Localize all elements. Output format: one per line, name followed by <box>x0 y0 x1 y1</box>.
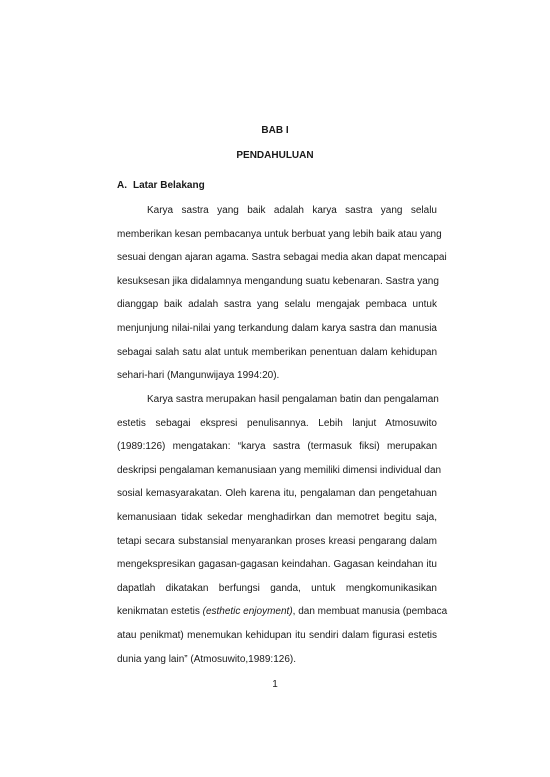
paragraph-line: Karya sastra yang baik adalah karya sastra yang selalu <box>147 205 437 216</box>
paragraph-line: kemanusiaan tidak sekedar menghadirkan dan memotret begitu saja, <box>117 511 437 523</box>
paragraph-line: dapatlah dikatakan berfungsi ganda, untuk mengkomunikasikan <box>117 582 437 594</box>
paragraph-1 <box>117 199 447 388</box>
section-title: Latar Belakang <box>133 180 205 191</box>
page-number: 1 <box>272 679 278 690</box>
paragraph-line: mengekspresikan gagasan-gagasan keindahan. Gagasan keindahan itu <box>117 559 437 571</box>
paragraph-line: sesuai dengan ajaran agama. Sastra sebagai media akan dapat mencapai <box>117 252 447 264</box>
chapter-title: PENDAHULUAN <box>236 150 314 161</box>
paragraph-line: dunia yang lain” (Atmosuwito,1989:126). <box>117 653 296 665</box>
paragraph-line: sebagai salah satu alat untuk memberikan penentuan dalam kehidupan <box>117 346 437 358</box>
paragraph-line: deskripsi pengalaman kemanusiaan yang memiliki dimensi individual dan <box>117 464 442 476</box>
paragraph-line: (1989:126) mengatakan: “karya sastra (termasuk fiksi) merupakan <box>117 441 437 453</box>
line-text: kenikmatan estetis <box>117 606 203 618</box>
paragraph-line: tetapi secara substansial menyarankan proses kreasi pengarang dalam <box>117 535 437 547</box>
paragraph-line: Karya sastra merupakan hasil pengalaman batin dan pengalaman <box>147 394 439 405</box>
italic-term: (esthetic enjoyment) <box>202 606 293 618</box>
paragraph-line: atau penikmat) menemukan kehidupan itu sendiri dalam figurasi estetis <box>117 629 437 641</box>
paragraph-line: estetis sebagai ekspresi penulisannya. Lebih lanjut Atmosuwito <box>117 417 437 429</box>
paragraph-line: dianggap baik adalah sastra yang selalu mengajak pembaca untuk <box>117 299 437 311</box>
paragraph-2 <box>117 388 448 671</box>
paragraph-line: memberikan kesan pembacanya untuk berbuat yang lebih baik atau yang <box>117 228 442 240</box>
section-heading <box>117 180 205 192</box>
chapter-heading: BAB I <box>261 125 289 136</box>
paragraph-line-with-italic <box>117 600 448 624</box>
line-text: , dan membuat manusia (pembaca <box>292 606 448 618</box>
paragraph-line: sehari-hari (Mangunwijaya 1994:20). <box>117 370 280 382</box>
paragraph-line: sosial kemasyarakatan. Oleh karena itu, pengalaman dan pengetahuan <box>117 488 437 500</box>
section-number: A. <box>117 180 127 191</box>
paragraph-line: kesuksesan jika didalamnya mengandung suatu kebenaran. Sastra yang <box>117 275 439 287</box>
paragraph-line: menjunjung nilai-nilai yang terkandung dalam karya sastra dan manusia <box>117 322 437 334</box>
